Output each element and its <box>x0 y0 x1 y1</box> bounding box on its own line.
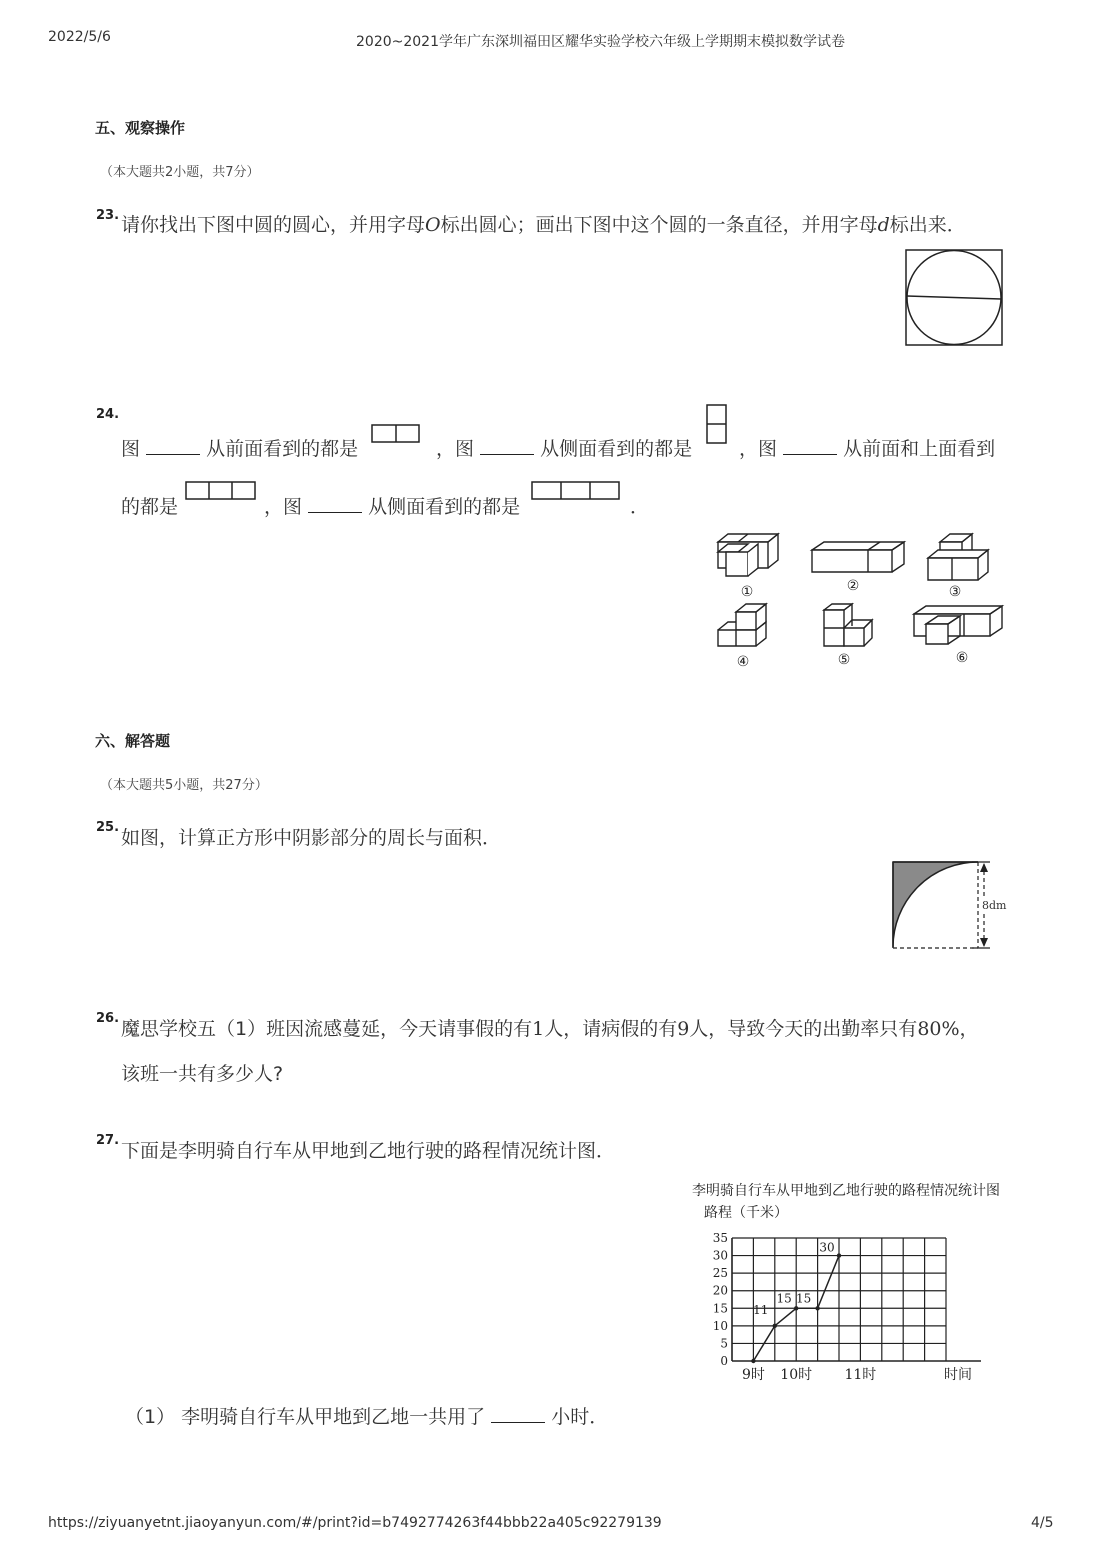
question-23-number: 23. <box>96 208 120 223</box>
q24-l2-c: 从侧面看到的都是 <box>368 496 521 518</box>
cube-figure-3 <box>928 534 988 580</box>
figure-label-6: ⑥ <box>955 650 969 666</box>
document-title: 2020~2021学年广东深圳福田区耀华实验学校六年级上学期期末模拟数学试卷 <box>356 34 845 50</box>
data-label: 15 <box>795 1291 812 1306</box>
question-27-sub-1 <box>125 1402 608 1429</box>
y-tick-label: 10 <box>712 1318 728 1333</box>
data-point <box>794 1306 798 1310</box>
cube-figure-5 <box>824 604 872 646</box>
q26-pct: 80% <box>917 1018 960 1040</box>
q24-l1-a: 图 <box>121 438 141 460</box>
data-label: 30 <box>819 1240 835 1255</box>
y-tick-label: 20 <box>712 1283 728 1298</box>
answer-blank[interactable] <box>308 511 362 513</box>
x-tick-label: 9时 <box>741 1367 765 1383</box>
question-24-line-2 <box>121 492 178 519</box>
q26-l1-a: 魔思学校五（1）班因流感蔓延，今天请事假的有 <box>121 1018 533 1040</box>
data-point <box>837 1253 841 1257</box>
answer-blank[interactable] <box>146 453 200 455</box>
page-number: 4/5 <box>1031 1515 1054 1531</box>
y-tick-label: 35 <box>712 1231 728 1245</box>
three-square-row-view <box>185 481 257 501</box>
question-26-line-1 <box>121 1014 979 1041</box>
figure-label-4: ④ <box>736 654 750 670</box>
q24-l1-b: 从前面看到的都是 <box>206 438 359 460</box>
q26-l1-b: 人，请病假的有 <box>544 1018 678 1040</box>
question-24-period: ． <box>630 496 650 518</box>
q23-var-o: O <box>425 214 441 236</box>
q27-sub1-a: 李明骑自行车从甲地到乙地一共用了 <box>181 1406 486 1428</box>
two-square-column-view <box>706 404 728 446</box>
figure-label-3: ③ <box>948 584 962 600</box>
cube-figure-6 <box>914 606 1002 644</box>
data-label: 15 <box>776 1291 792 1306</box>
question-24-line-1-b <box>436 434 692 461</box>
q23-text-b: 标出圆心；画出下图中这个圆的一条直径，并用字母 <box>440 214 878 236</box>
figure-label-5: ⑤ <box>837 652 851 668</box>
q24-l2-a: 的都是 <box>121 496 179 518</box>
x-tick-label: 10时 <box>780 1367 813 1383</box>
q26-l1-d: ， <box>959 1018 979 1040</box>
y-tick-label: 25 <box>712 1266 728 1281</box>
section-6-note: （本大题共5小题，共27分） <box>100 778 268 793</box>
section-5-note: （本大题共2小题，共7分） <box>100 165 260 180</box>
y-tick-label: 5 <box>720 1336 728 1351</box>
answer-blank[interactable] <box>783 453 837 455</box>
cube-figures <box>700 530 1020 675</box>
q26-l1-c: 人，导致今天的出勤率只有 <box>689 1018 918 1040</box>
question-24-line-2-b <box>264 492 520 519</box>
data-point <box>773 1324 777 1328</box>
four-square-row-view <box>531 481 621 501</box>
q23-var-d: d <box>877 214 890 236</box>
print-date: 2022/5/6 <box>48 29 111 45</box>
figure-label-2: ② <box>846 578 860 594</box>
q24-l1-e: ，图 <box>739 438 778 460</box>
q24-l1-f: 从前面和上面看到 <box>843 438 996 460</box>
q24-l1-d: 从侧面看到的都是 <box>540 438 693 460</box>
q26-n1: 1 <box>532 1018 545 1040</box>
question-26-number: 26. <box>96 1011 120 1026</box>
figure-label-1: ① <box>740 584 754 600</box>
data-point <box>751 1359 755 1363</box>
cube-figure-1 <box>718 534 778 576</box>
question-24-number: 24. <box>96 407 120 422</box>
distance-line-chart <box>676 1176 1016 1388</box>
section-6-title: 六、解答题 <box>95 732 171 750</box>
y-tick-label: 30 <box>712 1248 728 1263</box>
section-5-title: 五、观察操作 <box>95 119 186 137</box>
shaded-square-figure <box>890 860 1010 952</box>
data-point <box>815 1306 819 1310</box>
y-tick-label: 15 <box>712 1301 728 1316</box>
q24-l1-c: ，图 <box>436 438 475 460</box>
q23-text-a: 请你找出下图中圆的圆心，并用字母 <box>121 214 426 236</box>
dimension-label: 8dm <box>982 899 1007 912</box>
q23-text-c: 标出来． <box>889 214 966 236</box>
q27-sub1-num: （1） <box>125 1406 176 1428</box>
question-27-number: 27. <box>96 1133 120 1148</box>
question-26-line-2: 该班一共有多少人? <box>121 1063 284 1085</box>
two-square-row-view <box>371 424 421 444</box>
question-24-line-1 <box>121 434 358 461</box>
circle-in-square-figure <box>905 249 1004 347</box>
y-tick-label: 0 <box>720 1354 728 1368</box>
question-25-number: 25. <box>96 820 120 835</box>
question-24-line-1-c <box>739 434 995 461</box>
cube-figure-4 <box>718 604 766 646</box>
x-tick-label: 11时 <box>844 1367 877 1383</box>
chart-ylabel: 路程（千米） <box>704 1205 788 1221</box>
q24-l2-b: ，图 <box>264 496 303 518</box>
chart-xlabel: 时间 <box>944 1367 972 1383</box>
data-label: 11 <box>753 1302 769 1317</box>
cube-figure-2 <box>812 542 904 572</box>
question-23-text <box>121 210 966 237</box>
footer-url: https://ziyuanyetnt.jiaoyanyun.com/#/print?id=b7492774263f44bbb22a405c92279139 <box>48 1515 662 1531</box>
answer-blank[interactable] <box>480 453 534 455</box>
q27-sub1-b: 小时． <box>551 1406 609 1428</box>
answer-blank[interactable] <box>491 1421 545 1423</box>
question-27-text: 下面是李明骑自行车从甲地到乙地行驶的路程情况统计图． <box>121 1140 616 1162</box>
question-25-text: 如图，计算正方形中阴影部分的周长与面积． <box>121 827 502 849</box>
q26-n2: 9 <box>677 1018 690 1040</box>
chart-title: 李明骑自行车从甲地到乙地行驶的路程情况统计图 <box>692 1183 1000 1199</box>
